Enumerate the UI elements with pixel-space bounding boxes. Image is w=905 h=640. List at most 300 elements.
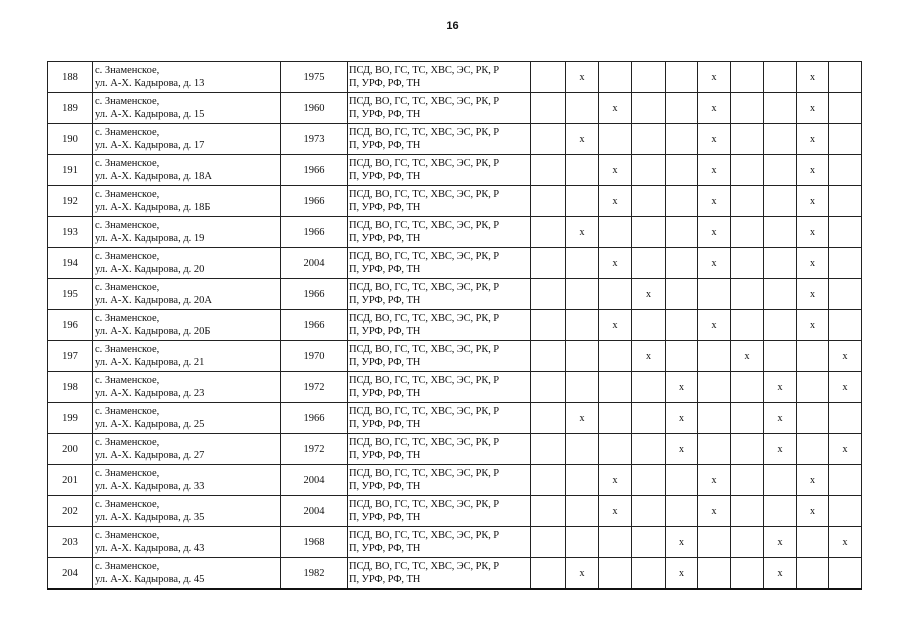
row-number: 203: [48, 527, 93, 558]
table-row: [48, 558, 862, 590]
address-street: ул. А-Х. Кадырова, д. 17: [95, 140, 205, 151]
mark-cell: [632, 527, 666, 558]
mark-cell: [829, 527, 862, 558]
build-year: 1966: [281, 279, 348, 310]
mark-cell: [599, 310, 632, 341]
x-mark: x: [777, 381, 783, 393]
mark-cell: [797, 124, 829, 155]
build-year: 1960: [281, 93, 348, 124]
address-cell: [93, 248, 281, 279]
mark-cell: [599, 527, 632, 558]
x-mark: x: [810, 474, 815, 486]
x-mark: x: [777, 536, 783, 548]
mark-cell: [764, 279, 797, 310]
address-street: ул. А-Х. Кадырова, д. 13: [95, 78, 205, 89]
mark-cell: [731, 372, 764, 403]
services-cell: [348, 558, 531, 590]
mark-cell: [599, 279, 632, 310]
mark-cell: [632, 62, 666, 93]
mark-cell: [698, 248, 731, 279]
address-cell: [93, 310, 281, 341]
mark-cell: [566, 186, 599, 217]
mark-cell: [666, 248, 698, 279]
services-cell: [348, 496, 531, 527]
services-line-1: ПСД, ВО, ГС, ТС, ХВС, ЭС, РК, Р: [349, 282, 500, 293]
address-settlement: с. Знаменское,: [95, 437, 160, 448]
mark-cell: [698, 217, 731, 248]
address-street: ул. А-Х. Кадырова, д. 20Б: [95, 326, 211, 337]
row-number: 192: [48, 186, 93, 217]
address-street: ул. А-Х. Кадырова, д. 45: [95, 574, 205, 585]
address-cell: [93, 496, 281, 527]
mark-cell: [829, 496, 862, 527]
x-mark: x: [679, 567, 684, 579]
services-line-2: П, УРФ, РФ, ТН: [349, 295, 421, 306]
row-number: 201: [48, 465, 93, 496]
mark-cell: [764, 93, 797, 124]
services-line-1: ПСД, ВО, ГС, ТС, ХВС, ЭС, РК, Р: [349, 189, 500, 200]
mark-cell: [632, 217, 666, 248]
mark-cell: [797, 310, 829, 341]
services-cell: [348, 217, 531, 248]
services-line-2: П, УРФ, РФ, ТН: [349, 512, 421, 523]
mark-cell: [599, 124, 632, 155]
services-line-2: П, УРФ, РФ, ТН: [349, 481, 421, 492]
services-cell: [348, 341, 531, 372]
table-row: [48, 217, 862, 248]
address-cell: [93, 558, 281, 590]
mark-cell: [566, 527, 599, 558]
mark-cell: [632, 372, 666, 403]
services-line-1: ПСД, ВО, ГС, ТС, ХВС, ЭС, РК, Р: [349, 530, 500, 541]
mark-cell: [531, 310, 566, 341]
services-line-1: ПСД, ВО, ГС, ТС, ХВС, ЭС, РК, Р: [349, 437, 500, 448]
x-mark: x: [711, 71, 717, 83]
mark-cell: [599, 62, 632, 93]
mark-cell: [632, 279, 666, 310]
services-line-2: П, УРФ, РФ, ТН: [349, 574, 421, 585]
x-mark: x: [810, 102, 815, 114]
mark-cell: [566, 62, 599, 93]
x-mark: x: [579, 71, 585, 83]
mark-cell: [731, 465, 764, 496]
row-number: 189: [48, 93, 93, 124]
mark-cell: [764, 124, 797, 155]
mark-cell: [531, 372, 566, 403]
mark-cell: [731, 62, 764, 93]
mark-cell: [731, 496, 764, 527]
mark-cell: [666, 372, 698, 403]
x-mark: x: [612, 474, 618, 486]
x-mark: x: [679, 412, 684, 424]
build-year: 2004: [281, 496, 348, 527]
services-line-2: П, УРФ, РФ, ТН: [349, 264, 421, 275]
mark-cell: [566, 217, 599, 248]
mark-cell: [698, 403, 731, 434]
mark-cell: [566, 558, 599, 590]
row-number: 195: [48, 279, 93, 310]
mark-cell: [764, 527, 797, 558]
mark-cell: [829, 403, 862, 434]
address-cell: [93, 155, 281, 186]
services-line-1: ПСД, ВО, ГС, ТС, ХВС, ЭС, РК, Р: [349, 313, 500, 324]
x-mark: x: [646, 350, 651, 362]
build-year: 1966: [281, 310, 348, 341]
x-mark: x: [810, 226, 815, 238]
mark-cell: [531, 341, 566, 372]
mark-cell: [632, 496, 666, 527]
services-line-2: П, УРФ, РФ, ТН: [349, 326, 421, 337]
services-cell: [348, 248, 531, 279]
page-number: 16: [446, 20, 459, 32]
services-cell: [348, 186, 531, 217]
x-mark: x: [579, 226, 585, 238]
address-settlement: с. Знаменское,: [95, 344, 160, 355]
address-cell: [93, 124, 281, 155]
mark-cell: [566, 465, 599, 496]
address-street: ул. А-Х. Кадырова, д. 19: [95, 233, 205, 244]
mark-cell: [666, 93, 698, 124]
services-line-1: ПСД, ВО, ГС, ТС, ХВС, ЭС, РК, Р: [349, 127, 500, 138]
mark-cell: [666, 186, 698, 217]
mark-cell: [797, 62, 829, 93]
table-row: [48, 93, 862, 124]
build-year: 1966: [281, 403, 348, 434]
mark-cell: [797, 93, 829, 124]
mark-cell: [764, 496, 797, 527]
row-number: 200: [48, 434, 93, 465]
x-mark: x: [842, 350, 848, 362]
build-year: 1973: [281, 124, 348, 155]
build-year: 2004: [281, 248, 348, 279]
mark-cell: [566, 341, 599, 372]
mark-cell: [566, 124, 599, 155]
services-cell: [348, 310, 531, 341]
mark-cell: [797, 186, 829, 217]
services-cell: [348, 93, 531, 124]
table-row: [48, 403, 862, 434]
services-cell: [348, 155, 531, 186]
mark-cell: [731, 527, 764, 558]
table-row: [48, 186, 862, 217]
x-mark: x: [679, 536, 684, 548]
address-settlement: с. Знаменское,: [95, 189, 160, 200]
mark-cell: [566, 155, 599, 186]
address-settlement: с. Знаменское,: [95, 251, 160, 262]
table-row: [48, 434, 862, 465]
mark-cell: [829, 372, 862, 403]
address-cell: [93, 217, 281, 248]
mark-cell: [666, 465, 698, 496]
x-mark: x: [612, 319, 618, 331]
row-number: 193: [48, 217, 93, 248]
mark-cell: [797, 248, 829, 279]
address-street: ул. А-Х. Кадырова, д. 35: [95, 512, 205, 523]
mark-cell: [531, 465, 566, 496]
mark-cell: [632, 186, 666, 217]
x-mark: x: [744, 350, 750, 362]
row-number: 198: [48, 372, 93, 403]
row-number: 188: [48, 62, 93, 93]
mark-cell: [599, 217, 632, 248]
mark-cell: [698, 341, 731, 372]
x-mark: x: [842, 443, 848, 455]
x-mark: x: [711, 164, 717, 176]
mark-cell: [764, 434, 797, 465]
build-year: 1982: [281, 558, 348, 590]
address-street: ул. А-Х. Кадырова, д. 20: [95, 264, 205, 275]
address-street: ул. А-Х. Кадырова, д. 18Б: [95, 202, 211, 213]
address-settlement: с. Знаменское,: [95, 406, 160, 417]
row-number: 197: [48, 341, 93, 372]
address-settlement: с. Знаменское,: [95, 499, 160, 510]
address-street: ул. А-Х. Кадырова, д. 43: [95, 543, 205, 554]
mark-cell: [764, 217, 797, 248]
services-line-1: ПСД, ВО, ГС, ТС, ХВС, ЭС, РК, Р: [349, 468, 500, 479]
mark-cell: [666, 155, 698, 186]
services-line-2: П, УРФ, РФ, ТН: [349, 388, 421, 399]
x-mark: x: [711, 102, 717, 114]
x-mark: x: [711, 133, 717, 145]
x-mark: x: [612, 257, 618, 269]
x-mark: x: [810, 195, 815, 207]
address-settlement: с. Знаменское,: [95, 561, 160, 572]
mark-cell: [531, 558, 566, 590]
mark-cell: [829, 93, 862, 124]
mark-cell: [698, 279, 731, 310]
build-year: 1966: [281, 155, 348, 186]
services-cell: [348, 372, 531, 403]
address-settlement: с. Знаменское,: [95, 468, 160, 479]
build-year: 1970: [281, 341, 348, 372]
mark-cell: [531, 434, 566, 465]
row-number: 191: [48, 155, 93, 186]
services-line-1: ПСД, ВО, ГС, ТС, ХВС, ЭС, РК, Р: [349, 220, 500, 231]
mark-cell: [731, 186, 764, 217]
mark-cell: [829, 558, 862, 590]
mark-cell: [764, 310, 797, 341]
mark-cell: [632, 248, 666, 279]
table-row: [48, 279, 862, 310]
mark-cell: [698, 372, 731, 403]
mark-cell: [666, 527, 698, 558]
services-line-1: ПСД, ВО, ГС, ТС, ХВС, ЭС, РК, Р: [349, 499, 500, 510]
mark-cell: [764, 403, 797, 434]
mark-cell: [599, 155, 632, 186]
mark-cell: [599, 248, 632, 279]
mark-cell: [731, 310, 764, 341]
mark-cell: [531, 186, 566, 217]
services-cell: [348, 279, 531, 310]
address-cell: [93, 93, 281, 124]
table-row: [48, 124, 862, 155]
services-cell: [348, 465, 531, 496]
mark-cell: [731, 248, 764, 279]
mark-cell: [566, 372, 599, 403]
mark-cell: [764, 558, 797, 590]
mark-cell: [797, 217, 829, 248]
mark-cell: [531, 279, 566, 310]
x-mark: x: [679, 443, 684, 455]
mark-cell: [698, 496, 731, 527]
mark-cell: [566, 496, 599, 527]
row-number: 199: [48, 403, 93, 434]
address-settlement: с. Знаменское,: [95, 220, 160, 231]
mark-cell: [829, 434, 862, 465]
address-street: ул. А-Х. Кадырова, д. 25: [95, 419, 205, 430]
address-settlement: с. Знаменское,: [95, 65, 160, 76]
mark-cell: [531, 62, 566, 93]
mark-cell: [566, 248, 599, 279]
mark-cell: [599, 465, 632, 496]
table-row: [48, 155, 862, 186]
services-line-2: П, УРФ, РФ, ТН: [349, 233, 421, 244]
table-row: [48, 341, 862, 372]
x-mark: x: [612, 505, 618, 517]
housing-table: [47, 61, 862, 590]
mark-cell: [731, 279, 764, 310]
services-cell: [348, 434, 531, 465]
address-cell: [93, 186, 281, 217]
mark-cell: [731, 403, 764, 434]
services-line-1: ПСД, ВО, ГС, ТС, ХВС, ЭС, РК, Р: [349, 251, 500, 262]
x-mark: x: [711, 319, 717, 331]
mark-cell: [731, 155, 764, 186]
mark-cell: [599, 341, 632, 372]
mark-cell: [698, 310, 731, 341]
x-mark: x: [810, 257, 815, 269]
mark-cell: [666, 434, 698, 465]
mark-cell: [764, 372, 797, 403]
x-mark: x: [711, 505, 717, 517]
services-cell: [348, 124, 531, 155]
mark-cell: [599, 434, 632, 465]
mark-cell: [666, 310, 698, 341]
mark-cell: [829, 62, 862, 93]
mark-cell: [764, 186, 797, 217]
mark-cell: [566, 434, 599, 465]
x-mark: x: [711, 474, 717, 486]
mark-cell: [599, 93, 632, 124]
x-mark: x: [612, 164, 618, 176]
services-line-2: П, УРФ, РФ, ТН: [349, 171, 421, 182]
services-line-2: П, УРФ, РФ, ТН: [349, 140, 421, 151]
mark-cell: [698, 558, 731, 590]
mark-cell: [731, 93, 764, 124]
services-line-2: П, УРФ, РФ, ТН: [349, 419, 421, 430]
address-settlement: с. Знаменское,: [95, 282, 160, 293]
mark-cell: [829, 217, 862, 248]
address-cell: [93, 279, 281, 310]
mark-cell: [599, 403, 632, 434]
mark-cell: [764, 62, 797, 93]
x-mark: x: [810, 71, 815, 83]
x-mark: x: [679, 381, 684, 393]
mark-cell: [632, 465, 666, 496]
mark-cell: [731, 558, 764, 590]
mark-cell: [566, 310, 599, 341]
row-number: 204: [48, 558, 93, 590]
services-line-2: П, УРФ, РФ, ТН: [349, 78, 421, 89]
mark-cell: [829, 279, 862, 310]
mark-cell: [797, 341, 829, 372]
table-row: [48, 372, 862, 403]
mark-cell: [731, 434, 764, 465]
address-cell: [93, 403, 281, 434]
services-line-2: П, УРФ, РФ, ТН: [349, 357, 421, 368]
mark-cell: [632, 341, 666, 372]
services-line-1: ПСД, ВО, ГС, ТС, ХВС, ЭС, РК, Р: [349, 96, 500, 107]
table-row: [48, 62, 862, 93]
mark-cell: [531, 403, 566, 434]
x-mark: x: [810, 288, 815, 300]
table-row: [48, 248, 862, 279]
mark-cell: [731, 341, 764, 372]
address-street: ул. А-Х. Кадырова, д. 23: [95, 388, 205, 399]
mark-cell: [566, 403, 599, 434]
services-line-1: ПСД, ВО, ГС, ТС, ХВС, ЭС, РК, Р: [349, 375, 500, 386]
mark-cell: [829, 248, 862, 279]
address-street: ул. А-Х. Кадырова, д. 27: [95, 450, 205, 461]
row-number: 196: [48, 310, 93, 341]
mark-cell: [829, 186, 862, 217]
mark-cell: [829, 310, 862, 341]
mark-cell: [632, 310, 666, 341]
mark-cell: [599, 372, 632, 403]
build-year: 1975: [281, 62, 348, 93]
mark-cell: [666, 496, 698, 527]
services-line-1: ПСД, ВО, ГС, ТС, ХВС, ЭС, РК, Р: [349, 406, 500, 417]
mark-cell: [599, 558, 632, 590]
mark-cell: [632, 403, 666, 434]
build-year: 1968: [281, 527, 348, 558]
address-cell: [93, 527, 281, 558]
mark-cell: [632, 434, 666, 465]
x-mark: x: [711, 195, 717, 207]
table-row: [48, 465, 862, 496]
mark-cell: [666, 279, 698, 310]
mark-cell: [698, 155, 731, 186]
services-line-2: П, УРФ, РФ, ТН: [349, 109, 421, 120]
mark-cell: [599, 496, 632, 527]
mark-cell: [797, 496, 829, 527]
address-street: ул. А-Х. Кадырова, д. 21: [95, 357, 205, 368]
table-row: [48, 527, 862, 558]
services-cell: [348, 527, 531, 558]
mark-cell: [666, 124, 698, 155]
address-street: ул. А-Х. Кадырова, д. 18А: [95, 171, 213, 182]
x-mark: x: [777, 412, 783, 424]
services-line-2: П, УРФ, РФ, ТН: [349, 543, 421, 554]
x-mark: x: [810, 505, 815, 517]
mark-cell: [531, 527, 566, 558]
services-line-1: ПСД, ВО, ГС, ТС, ХВС, ЭС, РК, Р: [349, 344, 500, 355]
mark-cell: [797, 279, 829, 310]
address-settlement: с. Знаменское,: [95, 530, 160, 541]
mark-cell: [829, 465, 862, 496]
address-cell: [93, 434, 281, 465]
mark-cell: [632, 558, 666, 590]
x-mark: x: [612, 195, 618, 207]
mark-cell: [731, 217, 764, 248]
mark-cell: [666, 558, 698, 590]
mark-cell: [599, 186, 632, 217]
mark-cell: [698, 465, 731, 496]
x-mark: x: [810, 164, 815, 176]
mark-cell: [698, 527, 731, 558]
mark-cell: [829, 124, 862, 155]
x-mark: x: [579, 133, 585, 145]
